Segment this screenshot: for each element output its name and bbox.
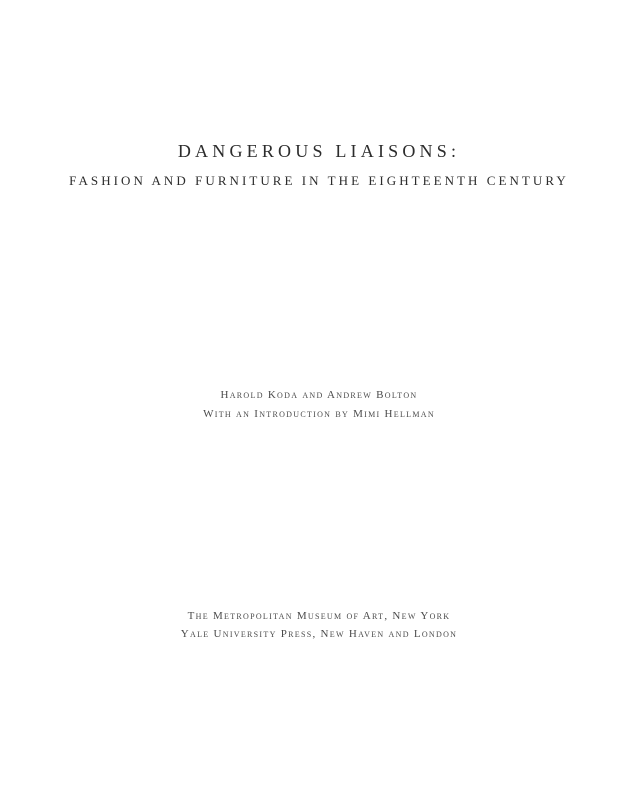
book-subtitle: FASHION AND FURNITURE IN THE EIGHTEENTH CENTURY [69,173,569,188]
publisher-line-1: The Metropolitan Museum of Art, New York [187,610,451,622]
publisher-line-2: Yale University Press, New Haven and London [180,628,458,640]
introduction-credit: With an Introduction by Mimi Hellman [203,408,435,420]
book-title: DANGEROUS LIAISONS: [177,141,461,161]
authors-line: Harold Koda and Andrew Bolton [220,389,418,401]
